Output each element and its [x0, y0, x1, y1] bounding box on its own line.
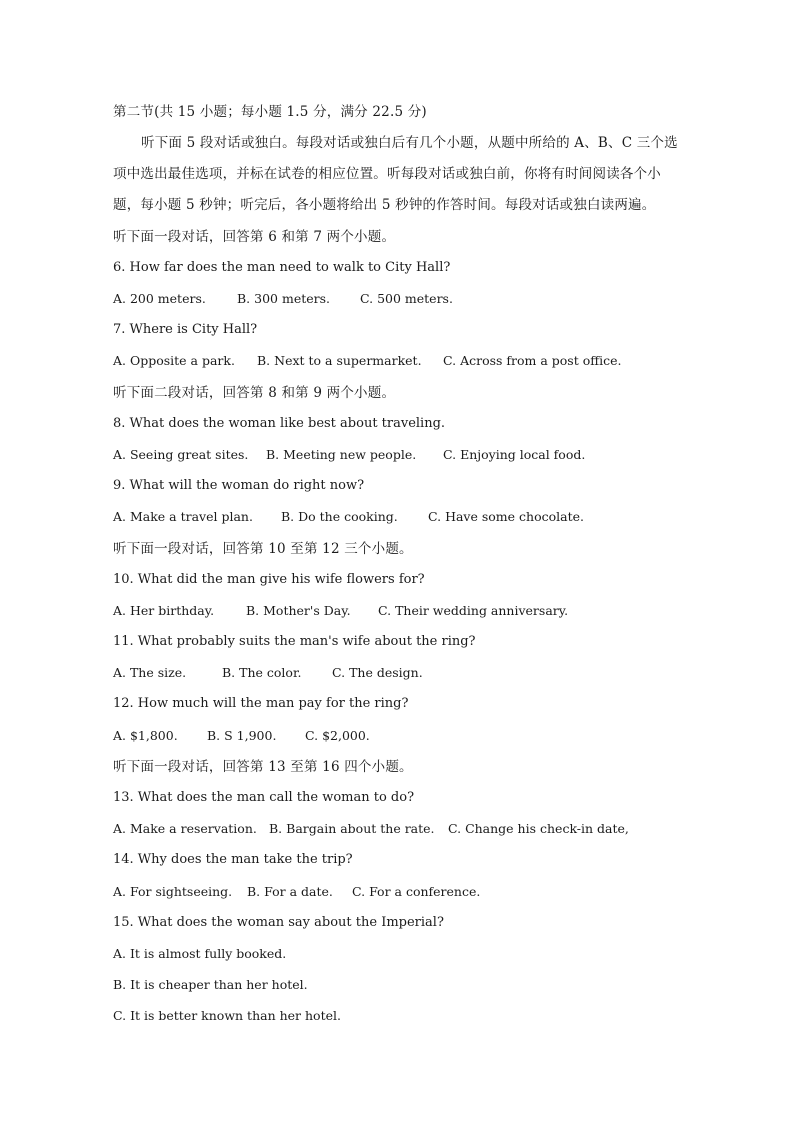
question-10: 10. What did the man give his wife flowers for?	[113, 572, 425, 587]
group-heading-4: 听下面一段对话，回答第 13 至第 16 四个小题。	[113, 759, 413, 775]
question-9: 9. What will the woman do right now?	[113, 478, 365, 493]
option-10-a: A. Her birthday.	[113, 603, 215, 618]
group-heading-2: 听下面二段对话，回答第 8 和第 9 两个小题。	[113, 385, 396, 401]
option-11-a: A. The size.	[113, 665, 187, 680]
option-9-b: B. Do the cooking.	[281, 509, 398, 524]
instructions-line-1: 听下面 5 段对话或独白。每段对话或独白后有几个小题，从题中所给的 A、B、C 三个选	[141, 135, 678, 151]
option-7-c: C. Across from a post office.	[443, 353, 622, 368]
question-12: 12. How much will the man pay for the ring?	[113, 696, 409, 711]
option-11-c: C. The design.	[332, 665, 423, 680]
option-15-c: C. It is better known than her hotel.	[113, 1008, 341, 1023]
option-7-b: B. Next to a supermarket.	[257, 353, 422, 368]
instructions-line-2: 项中选出最佳选项，并标在试卷的相应位置。听每段对话或独白前，你将有时间阅读各个小	[113, 166, 661, 182]
instructions-line-3: 题，每小题 5 秒钟；听完后，各小题将给出 5 秒钟的作答时间。每段对话或独白读两遍。	[113, 197, 656, 213]
question-14: 14. Why does the man take the trip?	[113, 852, 353, 867]
option-10-b: B. Mother's Day.	[246, 603, 351, 618]
question-6: 6. How far does the man need to walk to City Hall?	[113, 260, 451, 275]
option-13-a: A. Make a reservation.	[113, 821, 257, 836]
option-7-a: A. Opposite a park.	[113, 353, 235, 368]
option-15-b: B. It is cheaper than her hotel.	[113, 977, 308, 992]
option-12-b: B. S 1,900.	[207, 728, 277, 743]
group-heading-3: 听下面一段对话，回答第 10 至第 12 三个小题。	[113, 541, 413, 557]
option-14-c: C. For a conference.	[352, 884, 481, 899]
option-10-c: C. Their wedding anniversary.	[378, 603, 569, 618]
question-13: 13. What does the man call the woman to do?	[113, 790, 415, 805]
option-6-c: C. 500 meters.	[360, 291, 453, 306]
option-9-c: C. Have some chocolate.	[428, 509, 584, 524]
option-13-b: B. Bargain about the rate.	[269, 821, 435, 836]
option-12-c: C. $2,000.	[305, 728, 370, 743]
section-heading: 第二节(共 15 小题；每小题 1.5 分，满分 22.5 分)	[113, 104, 427, 120]
option-8-a: A. Seeing great sites.	[113, 447, 249, 462]
option-6-a: A. 200 meters.	[113, 291, 206, 306]
question-15: 15. What does the woman say about the Imperial?	[113, 915, 444, 930]
option-12-a: A. $1,800.	[113, 728, 178, 743]
question-8: 8. What does the woman like best about traveling.	[113, 416, 446, 431]
option-6-b: B. 300 meters.	[237, 291, 330, 306]
option-8-b: B. Meeting new people.	[266, 447, 417, 462]
question-11: 11. What probably suits the man's wife about the ring?	[113, 634, 476, 649]
option-14-b: B. For a date.	[247, 884, 333, 899]
option-8-c: C. Enjoying local food.	[443, 447, 586, 462]
option-11-b: B. The color.	[222, 665, 302, 680]
option-14-a: A. For sightseeing.	[113, 884, 233, 899]
option-15-a: A. It is almost fully booked.	[113, 946, 287, 961]
question-7: 7. Where is City Hall?	[113, 322, 258, 337]
option-13-c: C. Change his check-in date,	[448, 821, 629, 836]
group-heading-1: 听下面一段对话，回答第 6 和第 7 两个小题。	[113, 229, 396, 245]
option-9-a: A. Make a travel plan.	[113, 509, 253, 524]
